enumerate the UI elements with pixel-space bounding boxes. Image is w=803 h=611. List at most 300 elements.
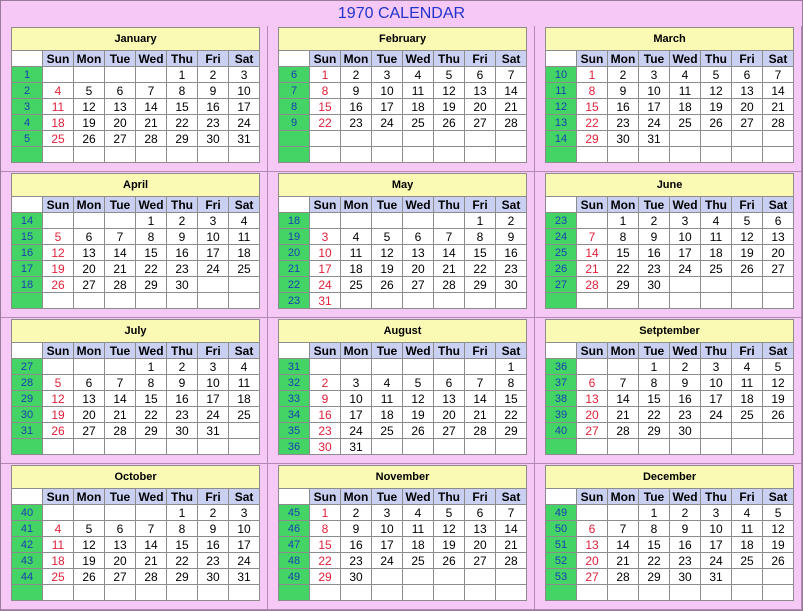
week-header-blank — [546, 51, 577, 67]
sunday-date-cell: 11 — [43, 537, 74, 553]
day-header: Thu — [434, 343, 465, 359]
month-panel — [268, 26, 535, 172]
date-cell: 16 — [670, 391, 701, 407]
week-number — [12, 293, 43, 309]
date-cell — [434, 569, 465, 585]
month-table — [545, 173, 794, 309]
day-header: Sun — [310, 489, 341, 505]
day-header: Thu — [167, 489, 198, 505]
date-cell: 2 — [198, 505, 229, 521]
month-name: March — [546, 28, 794, 51]
day-header: Wed — [403, 51, 434, 67]
date-cell: 18 — [403, 99, 434, 115]
sunday-date-cell: 13 — [577, 537, 608, 553]
date-cell — [74, 359, 105, 375]
date-cell — [74, 147, 105, 163]
sunday-date-cell: 17 — [310, 261, 341, 277]
date-cell: 12 — [434, 521, 465, 537]
day-header: Sun — [43, 197, 74, 213]
week-number: 46 — [279, 521, 310, 537]
day-header: Tue — [372, 489, 403, 505]
day-header: Fri — [465, 343, 496, 359]
month-name: November — [279, 466, 527, 489]
date-cell: 9 — [198, 83, 229, 99]
date-cell — [434, 213, 465, 229]
week-number: 17 — [12, 261, 43, 277]
sunday-date-cell — [310, 585, 341, 601]
day-header: Wed — [403, 343, 434, 359]
date-cell: 3 — [639, 67, 670, 83]
date-cell — [763, 423, 794, 439]
date-cell: 29 — [465, 277, 496, 293]
date-cell: 13 — [465, 83, 496, 99]
date-cell: 2 — [639, 213, 670, 229]
week-number: 16 — [12, 245, 43, 261]
date-cell: 11 — [372, 391, 403, 407]
date-cell: 22 — [167, 115, 198, 131]
sunday-date-cell: 11 — [43, 99, 74, 115]
date-cell: 29 — [167, 569, 198, 585]
date-cell — [763, 277, 794, 293]
date-cell — [496, 147, 527, 163]
day-header: Sat — [229, 489, 260, 505]
date-cell — [434, 585, 465, 601]
date-cell — [229, 147, 260, 163]
date-cell: 8 — [136, 375, 167, 391]
date-cell — [403, 359, 434, 375]
date-cell: 8 — [639, 375, 670, 391]
date-cell — [229, 585, 260, 601]
day-header: Sun — [310, 343, 341, 359]
day-header: Thu — [167, 343, 198, 359]
date-cell: 29 — [136, 423, 167, 439]
date-cell: 3 — [372, 67, 403, 83]
week-number: 18 — [12, 277, 43, 293]
date-cell: 30 — [639, 277, 670, 293]
sunday-date-cell: 16 — [310, 407, 341, 423]
date-cell: 7 — [496, 67, 527, 83]
sunday-date-cell: 27 — [577, 423, 608, 439]
date-cell: 7 — [105, 375, 136, 391]
date-cell — [496, 293, 527, 309]
date-cell — [403, 131, 434, 147]
date-cell: 15 — [136, 391, 167, 407]
date-cell — [670, 131, 701, 147]
date-cell: 6 — [465, 505, 496, 521]
week-number: 49 — [546, 505, 577, 521]
month-panel — [535, 464, 802, 610]
date-cell: 10 — [670, 229, 701, 245]
date-cell: 30 — [167, 277, 198, 293]
week-number — [546, 147, 577, 163]
date-cell: 17 — [372, 99, 403, 115]
date-cell: 16 — [198, 537, 229, 553]
date-cell: 14 — [434, 245, 465, 261]
date-cell: 19 — [74, 553, 105, 569]
date-cell: 12 — [701, 83, 732, 99]
day-header: Sat — [496, 197, 527, 213]
date-cell: 21 — [105, 261, 136, 277]
date-cell: 19 — [763, 537, 794, 553]
date-cell — [701, 293, 732, 309]
date-cell: 11 — [229, 375, 260, 391]
date-cell: 5 — [434, 67, 465, 83]
date-cell: 23 — [167, 407, 198, 423]
date-cell — [701, 147, 732, 163]
date-cell: 24 — [341, 423, 372, 439]
date-cell: 27 — [74, 277, 105, 293]
date-cell: 24 — [670, 261, 701, 277]
day-header: Thu — [167, 51, 198, 67]
date-cell: 25 — [701, 261, 732, 277]
date-cell — [229, 293, 260, 309]
date-cell: 31 — [229, 569, 260, 585]
date-cell — [608, 439, 639, 455]
date-cell — [763, 585, 794, 601]
sunday-date-cell — [43, 293, 74, 309]
week-number: 1 — [12, 67, 43, 83]
date-cell: 8 — [496, 375, 527, 391]
date-cell: 27 — [763, 261, 794, 277]
date-cell — [229, 277, 260, 293]
week-number: 3 — [12, 99, 43, 115]
date-cell: 2 — [341, 505, 372, 521]
date-cell — [434, 147, 465, 163]
date-cell: 30 — [198, 569, 229, 585]
month-name: August — [279, 320, 527, 343]
day-header: Fri — [465, 489, 496, 505]
date-cell: 9 — [608, 83, 639, 99]
week-number: 29 — [12, 391, 43, 407]
date-cell: 19 — [74, 115, 105, 131]
date-cell — [167, 439, 198, 455]
date-cell — [670, 277, 701, 293]
sunday-date-cell: 12 — [43, 245, 74, 261]
day-header: Tue — [105, 343, 136, 359]
date-cell — [74, 585, 105, 601]
date-cell: 9 — [341, 83, 372, 99]
date-cell: 28 — [496, 115, 527, 131]
date-cell: 26 — [763, 553, 794, 569]
day-header: Fri — [732, 197, 763, 213]
date-cell: 13 — [105, 537, 136, 553]
date-cell: 25 — [229, 261, 260, 277]
date-cell — [465, 439, 496, 455]
month-table — [11, 465, 260, 601]
date-cell — [465, 131, 496, 147]
date-cell: 5 — [763, 359, 794, 375]
date-cell — [74, 67, 105, 83]
date-cell: 16 — [341, 537, 372, 553]
date-cell — [701, 439, 732, 455]
sunday-date-cell — [43, 439, 74, 455]
week-number: 4 — [12, 115, 43, 131]
date-cell: 23 — [341, 553, 372, 569]
month-table — [278, 465, 527, 601]
date-cell: 24 — [198, 407, 229, 423]
date-cell: 23 — [341, 115, 372, 131]
date-cell — [639, 585, 670, 601]
date-cell: 31 — [639, 131, 670, 147]
week-number: 47 — [279, 537, 310, 553]
day-header: Thu — [701, 51, 732, 67]
date-cell — [670, 585, 701, 601]
date-cell: 15 — [608, 245, 639, 261]
week-number: 38 — [546, 391, 577, 407]
month-name: October — [12, 466, 260, 489]
week-header-blank — [546, 343, 577, 359]
date-cell — [670, 293, 701, 309]
date-cell: 17 — [229, 537, 260, 553]
day-header: Sun — [577, 51, 608, 67]
date-cell: 2 — [496, 213, 527, 229]
date-cell: 22 — [465, 261, 496, 277]
date-cell: 3 — [701, 359, 732, 375]
date-cell: 9 — [198, 521, 229, 537]
week-number — [279, 585, 310, 601]
date-cell: 9 — [496, 229, 527, 245]
date-cell: 29 — [639, 423, 670, 439]
sunday-date-cell: 25 — [43, 131, 74, 147]
day-header: Mon — [74, 343, 105, 359]
date-cell: 26 — [372, 277, 403, 293]
day-header: Tue — [372, 343, 403, 359]
date-cell: 8 — [465, 229, 496, 245]
sunday-date-cell — [577, 439, 608, 455]
month-panel — [1, 26, 268, 172]
day-header: Thu — [701, 489, 732, 505]
date-cell — [74, 439, 105, 455]
date-cell: 17 — [198, 391, 229, 407]
date-cell: 5 — [763, 505, 794, 521]
date-cell: 22 — [496, 407, 527, 423]
sunday-date-cell: 15 — [577, 99, 608, 115]
date-cell: 7 — [136, 521, 167, 537]
day-header: Fri — [732, 51, 763, 67]
sunday-date-cell — [310, 147, 341, 163]
date-cell: 15 — [639, 391, 670, 407]
day-header: Mon — [608, 197, 639, 213]
date-cell: 17 — [701, 391, 732, 407]
date-cell: 18 — [341, 261, 372, 277]
sunday-date-cell: 8 — [577, 83, 608, 99]
date-cell: 5 — [74, 83, 105, 99]
day-header: Sat — [229, 343, 260, 359]
date-cell — [763, 293, 794, 309]
date-cell: 4 — [372, 375, 403, 391]
month-table — [545, 465, 794, 601]
date-cell — [167, 293, 198, 309]
week-number: 41 — [12, 521, 43, 537]
date-cell — [136, 293, 167, 309]
date-cell — [496, 439, 527, 455]
day-header: Wed — [136, 197, 167, 213]
date-cell: 22 — [608, 261, 639, 277]
sunday-date-cell: 14 — [577, 245, 608, 261]
date-cell — [465, 359, 496, 375]
sunday-date-cell: 29 — [577, 131, 608, 147]
sunday-date-cell: 1 — [310, 505, 341, 521]
date-cell: 10 — [701, 521, 732, 537]
date-cell: 24 — [701, 553, 732, 569]
date-cell: 24 — [701, 407, 732, 423]
week-number: 22 — [279, 277, 310, 293]
date-cell: 30 — [341, 569, 372, 585]
date-cell: 25 — [403, 553, 434, 569]
date-cell: 10 — [372, 83, 403, 99]
date-cell: 11 — [403, 83, 434, 99]
date-cell: 31 — [341, 439, 372, 455]
date-cell: 18 — [372, 407, 403, 423]
week-number: 5 — [12, 131, 43, 147]
date-cell: 10 — [701, 375, 732, 391]
date-cell: 14 — [608, 391, 639, 407]
date-cell: 7 — [496, 505, 527, 521]
day-header: Wed — [670, 489, 701, 505]
date-cell: 14 — [105, 245, 136, 261]
date-cell — [105, 585, 136, 601]
date-cell: 24 — [372, 115, 403, 131]
date-cell: 17 — [372, 537, 403, 553]
date-cell: 21 — [136, 553, 167, 569]
date-cell — [74, 213, 105, 229]
date-cell: 3 — [198, 359, 229, 375]
date-cell: 8 — [136, 229, 167, 245]
date-cell: 12 — [732, 229, 763, 245]
date-cell: 6 — [74, 229, 105, 245]
date-cell: 28 — [608, 569, 639, 585]
date-cell: 14 — [608, 537, 639, 553]
date-cell: 20 — [74, 407, 105, 423]
date-cell: 9 — [341, 521, 372, 537]
week-header-blank — [546, 489, 577, 505]
day-header: Thu — [167, 197, 198, 213]
date-cell — [105, 359, 136, 375]
month-table — [545, 319, 794, 455]
date-cell: 17 — [670, 245, 701, 261]
date-cell — [372, 569, 403, 585]
date-cell: 23 — [670, 407, 701, 423]
date-cell: 27 — [74, 423, 105, 439]
sunday-date-cell: 19 — [43, 407, 74, 423]
date-cell: 18 — [229, 245, 260, 261]
date-cell: 14 — [105, 391, 136, 407]
day-header: Mon — [341, 51, 372, 67]
date-cell: 24 — [639, 115, 670, 131]
sunday-date-cell: 10 — [310, 245, 341, 261]
date-cell: 26 — [701, 115, 732, 131]
day-header: Tue — [639, 489, 670, 505]
date-cell: 12 — [434, 83, 465, 99]
date-cell: 28 — [105, 277, 136, 293]
date-cell — [670, 439, 701, 455]
date-cell: 19 — [763, 391, 794, 407]
date-cell: 6 — [74, 375, 105, 391]
date-cell — [608, 359, 639, 375]
week-number: 36 — [546, 359, 577, 375]
sunday-date-cell — [577, 293, 608, 309]
date-cell — [465, 569, 496, 585]
date-cell: 6 — [763, 213, 794, 229]
date-cell: 27 — [465, 553, 496, 569]
week-number: 21 — [279, 261, 310, 277]
day-header: Mon — [74, 51, 105, 67]
date-cell: 12 — [403, 391, 434, 407]
sunday-date-cell: 1 — [577, 67, 608, 83]
week-number: 42 — [12, 537, 43, 553]
date-cell: 11 — [341, 245, 372, 261]
week-header-blank — [12, 489, 43, 505]
date-cell: 28 — [763, 115, 794, 131]
month-panel — [268, 172, 535, 318]
date-cell: 15 — [496, 391, 527, 407]
week-number: 33 — [279, 391, 310, 407]
date-cell: 26 — [434, 553, 465, 569]
date-cell: 11 — [670, 83, 701, 99]
date-cell: 23 — [608, 115, 639, 131]
date-cell: 26 — [434, 115, 465, 131]
week-number: 43 — [12, 553, 43, 569]
date-cell: 6 — [105, 83, 136, 99]
day-header: Fri — [732, 343, 763, 359]
week-header-blank — [12, 51, 43, 67]
day-header: Tue — [372, 51, 403, 67]
date-cell — [198, 585, 229, 601]
sunday-date-cell: 4 — [43, 521, 74, 537]
week-number — [12, 585, 43, 601]
date-cell: 14 — [465, 391, 496, 407]
date-cell — [136, 585, 167, 601]
date-cell: 2 — [167, 213, 198, 229]
date-cell: 20 — [434, 407, 465, 423]
date-cell — [639, 293, 670, 309]
date-cell: 1 — [496, 359, 527, 375]
date-cell: 28 — [434, 277, 465, 293]
date-cell — [732, 131, 763, 147]
sunday-date-cell: 18 — [43, 115, 74, 131]
date-cell: 23 — [639, 261, 670, 277]
date-cell: 28 — [496, 553, 527, 569]
date-cell — [198, 439, 229, 455]
date-cell: 9 — [670, 521, 701, 537]
week-header-blank — [279, 343, 310, 359]
sunday-date-cell: 5 — [43, 229, 74, 245]
month-name: Setptember — [546, 320, 794, 343]
date-cell: 29 — [167, 131, 198, 147]
month-name: December — [546, 466, 794, 489]
date-cell: 16 — [167, 245, 198, 261]
date-cell: 19 — [701, 99, 732, 115]
date-cell: 17 — [229, 99, 260, 115]
date-cell: 27 — [105, 569, 136, 585]
date-cell — [465, 293, 496, 309]
day-header: Fri — [198, 343, 229, 359]
sunday-date-cell: 8 — [310, 83, 341, 99]
date-cell: 28 — [136, 131, 167, 147]
week-number: 14 — [546, 131, 577, 147]
day-header: Sat — [496, 489, 527, 505]
sunday-date-cell: 26 — [43, 277, 74, 293]
day-header: Thu — [701, 197, 732, 213]
date-cell: 8 — [167, 83, 198, 99]
date-cell — [198, 293, 229, 309]
day-header: Wed — [670, 343, 701, 359]
date-cell: 4 — [341, 229, 372, 245]
date-cell: 29 — [608, 277, 639, 293]
date-cell — [341, 293, 372, 309]
date-cell — [198, 147, 229, 163]
day-header: Wed — [403, 197, 434, 213]
